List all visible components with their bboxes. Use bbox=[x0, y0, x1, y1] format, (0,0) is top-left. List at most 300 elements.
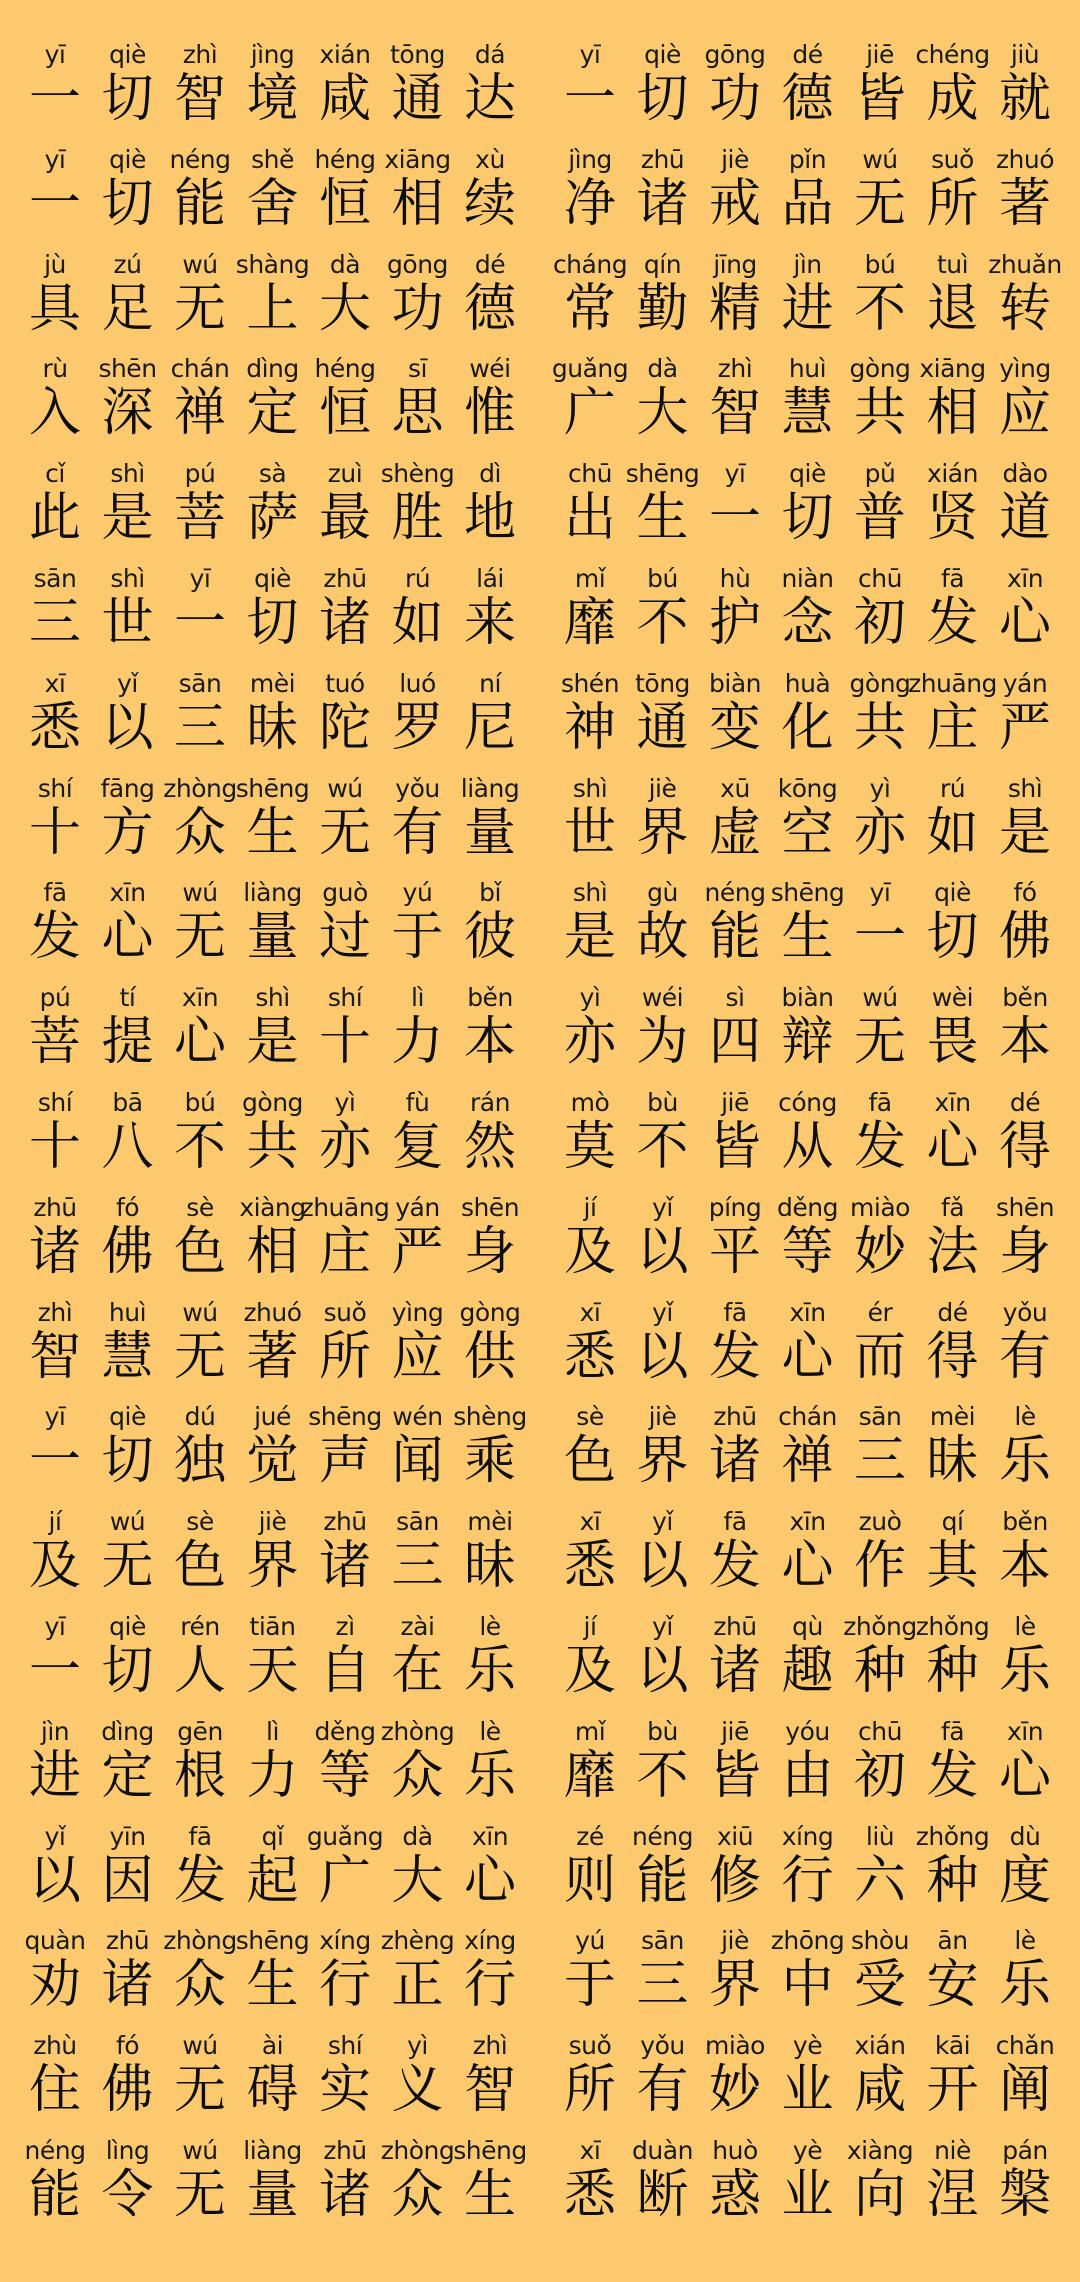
hanzi-text: 禅 bbox=[173, 383, 226, 444]
pinyin-text: chéng bbox=[915, 40, 990, 69]
hanzi-text: 以 bbox=[28, 1850, 81, 1911]
pinyin-text: miào bbox=[705, 2031, 765, 2061]
character-cell bbox=[555, 1612, 625, 1717]
hanzi-text: 智 bbox=[463, 2060, 516, 2121]
pinyin-text: yú bbox=[575, 1926, 605, 1956]
pinyin-text: zhuó bbox=[243, 1297, 302, 1327]
character-cell bbox=[845, 564, 915, 669]
left-column bbox=[20, 40, 525, 2282]
character-cell bbox=[238, 1193, 308, 1298]
character-cell bbox=[238, 354, 308, 459]
hanzi-text: 心 bbox=[998, 1745, 1051, 1806]
hanzi-text: 萨 bbox=[246, 488, 299, 549]
hanzi-text: 变 bbox=[708, 697, 761, 758]
pinyin-text: zuò bbox=[858, 1507, 902, 1537]
pinyin-text: xīn bbox=[789, 1297, 826, 1327]
character-cell bbox=[700, 564, 770, 669]
character-cell bbox=[845, 1088, 915, 1193]
character-cell bbox=[93, 1717, 163, 1822]
hanzi-text: 以 bbox=[101, 697, 154, 758]
pinyin-text: wú bbox=[862, 983, 898, 1013]
pinyin-text: chán bbox=[778, 1402, 837, 1432]
character-cell bbox=[383, 983, 453, 1088]
character-cell bbox=[915, 1611, 990, 1717]
pinyin-text: guǎng bbox=[306, 1821, 384, 1851]
pinyin-text: héng bbox=[314, 354, 376, 384]
character-cell bbox=[700, 1926, 770, 2031]
hanzi-text: 共 bbox=[246, 1116, 299, 1177]
pinyin-text: xīn bbox=[934, 1087, 971, 1117]
hanzi-text: 诸 bbox=[318, 592, 371, 653]
character-cell bbox=[700, 878, 770, 983]
character-cell bbox=[306, 1821, 384, 1927]
character-cell bbox=[845, 459, 915, 564]
hanzi-text: 功 bbox=[708, 69, 761, 129]
character-cell bbox=[628, 774, 698, 879]
hanzi-text: 作 bbox=[853, 1536, 906, 1597]
character-cell bbox=[238, 878, 308, 983]
character-cell bbox=[165, 983, 235, 1088]
character-cell bbox=[918, 983, 988, 1088]
hanzi-text: 就 bbox=[998, 69, 1051, 129]
pinyin-text: wú bbox=[327, 773, 363, 803]
character-cell bbox=[555, 459, 625, 564]
character-cell bbox=[93, 669, 163, 774]
hanzi-text: 三 bbox=[173, 697, 226, 758]
verse-line bbox=[555, 1822, 1060, 1927]
pinyin-text: yǒu bbox=[395, 773, 440, 803]
pinyin-text: guò bbox=[322, 878, 368, 908]
hanzi-text: 众 bbox=[391, 1745, 444, 1806]
verse-line bbox=[555, 1402, 1060, 1507]
pinyin-text: fā bbox=[43, 878, 67, 908]
verse-line bbox=[555, 564, 1060, 669]
character-cell bbox=[165, 1612, 235, 1717]
pinyin-text: yú bbox=[402, 878, 433, 908]
hanzi-text: 业 bbox=[781, 2164, 834, 2225]
character-cell bbox=[165, 2136, 235, 2241]
pinyin-text: gòng bbox=[242, 1087, 303, 1117]
pinyin-text: jiè bbox=[648, 1402, 677, 1432]
hanzi-text: 发 bbox=[926, 592, 979, 653]
pinyin-text: yǐ bbox=[44, 1821, 66, 1851]
character-cell bbox=[165, 1298, 235, 1403]
character-cell bbox=[20, 1298, 90, 1403]
pinyin-text: jiè bbox=[648, 773, 677, 803]
hanzi-text: 足 bbox=[101, 278, 154, 339]
character-cell bbox=[773, 1298, 843, 1403]
character-cell bbox=[455, 1193, 525, 1298]
hanzi-text: 广 bbox=[563, 383, 616, 444]
pinyin-text: dìng bbox=[246, 354, 299, 384]
hanzi-text: 如 bbox=[391, 592, 444, 653]
hanzi-text: 无 bbox=[853, 1012, 906, 1073]
character-cell bbox=[845, 2136, 915, 2241]
character-cell bbox=[310, 1402, 380, 1507]
character-cell bbox=[918, 1088, 988, 1193]
verse-line bbox=[555, 1298, 1060, 1403]
verse-line bbox=[20, 669, 525, 774]
hanzi-text: 大 bbox=[391, 1850, 444, 1911]
character-cell bbox=[93, 40, 163, 145]
pinyin-text: qù bbox=[792, 1611, 823, 1641]
verse-line bbox=[555, 1926, 1060, 2031]
character-cell bbox=[310, 774, 380, 879]
hanzi-text: 妙 bbox=[708, 2060, 761, 2121]
pinyin-text: zhì bbox=[182, 40, 218, 69]
pinyin-text: zhū bbox=[713, 1402, 757, 1432]
pinyin-text: chǎn bbox=[995, 2031, 1055, 2061]
character-cell bbox=[918, 564, 988, 669]
character-cell bbox=[773, 459, 843, 564]
pinyin-text: yè bbox=[792, 2031, 823, 2061]
character-cell bbox=[773, 1088, 843, 1193]
character-cell bbox=[93, 1088, 163, 1193]
pinyin-text: qiè bbox=[109, 40, 146, 69]
character-cell bbox=[310, 40, 380, 145]
pinyin-text: zhòng bbox=[380, 2135, 455, 2165]
pinyin-text: lè bbox=[1014, 1611, 1036, 1641]
hanzi-text: 一 bbox=[28, 173, 81, 234]
pinyin-text: mǐ bbox=[574, 1716, 606, 1746]
hanzi-text: 相 bbox=[246, 1221, 299, 1282]
pinyin-text: sè bbox=[186, 1192, 214, 1222]
pinyin-text: rú bbox=[939, 773, 966, 803]
character-cell bbox=[455, 1926, 525, 2031]
hanzi-text: 六 bbox=[853, 1850, 906, 1911]
hanzi-text: 德 bbox=[781, 69, 834, 129]
hanzi-text: 乘 bbox=[463, 1431, 516, 1492]
character-cell bbox=[20, 459, 90, 564]
character-cell bbox=[165, 2031, 235, 2136]
pinyin-text: zhòng bbox=[163, 773, 237, 803]
pinyin-text: yǐ bbox=[652, 1297, 673, 1327]
character-cell bbox=[380, 1926, 455, 2031]
verse-line bbox=[20, 1193, 525, 1298]
hanzi-text: 深 bbox=[101, 383, 154, 444]
pinyin-text: tiān bbox=[249, 1611, 296, 1641]
character-cell bbox=[773, 250, 843, 355]
pinyin-text: zhū bbox=[713, 1611, 757, 1641]
character-cell bbox=[20, 774, 90, 879]
hanzi-text: 戒 bbox=[708, 173, 761, 234]
character-cell bbox=[455, 40, 525, 145]
pinyin-text: suǒ bbox=[931, 144, 974, 174]
character-cell bbox=[990, 1926, 1060, 2031]
hanzi-text: 量 bbox=[246, 907, 299, 968]
pinyin-text: yìng bbox=[391, 1297, 444, 1327]
pinyin-text: ní bbox=[479, 668, 501, 698]
hanzi-text: 进 bbox=[28, 1745, 81, 1806]
character-cell bbox=[918, 1926, 988, 2031]
character-cell bbox=[383, 669, 453, 774]
character-cell bbox=[455, 1088, 525, 1193]
hanzi-text: 发 bbox=[28, 907, 81, 968]
character-cell bbox=[310, 250, 380, 355]
character-cell bbox=[20, 1088, 90, 1193]
character-cell bbox=[165, 1822, 235, 1927]
character-cell bbox=[773, 1507, 843, 1612]
pinyin-text: yì bbox=[579, 983, 601, 1013]
hanzi-text: 发 bbox=[173, 1850, 226, 1911]
pinyin-text: liàng bbox=[243, 878, 302, 908]
character-cell bbox=[845, 1717, 915, 1822]
pinyin-text: ài bbox=[261, 2031, 284, 2061]
verse-line bbox=[555, 878, 1060, 983]
hanzi-text: 精 bbox=[708, 278, 761, 339]
pinyin-text: cóng bbox=[778, 1087, 837, 1117]
character-cell bbox=[773, 2031, 843, 2136]
hanzi-text: 无 bbox=[853, 173, 906, 234]
hanzi-text: 咸 bbox=[853, 2060, 906, 2121]
hanzi-text: 德 bbox=[463, 278, 516, 339]
hanzi-text: 量 bbox=[246, 2164, 299, 2225]
pinyin-text: dà bbox=[402, 1821, 433, 1851]
pinyin-text: dì bbox=[479, 459, 501, 489]
pinyin-text: zhòng bbox=[380, 1716, 455, 1746]
hanzi-text: 所 bbox=[926, 173, 979, 234]
pinyin-text: sān bbox=[178, 668, 222, 698]
pinyin-text: chū bbox=[858, 1716, 902, 1746]
character-cell bbox=[310, 564, 380, 669]
verse-line bbox=[20, 2136, 525, 2241]
character-cell bbox=[310, 2136, 380, 2241]
character-cell bbox=[845, 1193, 915, 1298]
hanzi-text: 及 bbox=[28, 1536, 81, 1597]
pinyin-text: xīn bbox=[109, 878, 146, 908]
character-cell bbox=[552, 249, 628, 355]
hanzi-text: 具 bbox=[28, 278, 81, 339]
pinyin-text: yè bbox=[792, 2135, 823, 2165]
hanzi-text: 初 bbox=[853, 592, 906, 653]
character-cell bbox=[238, 1298, 308, 1403]
hanzi-text: 亦 bbox=[853, 802, 906, 863]
character-cell bbox=[93, 1926, 163, 2031]
character-cell bbox=[628, 1298, 698, 1403]
character-cell bbox=[310, 1612, 380, 1717]
character-cell bbox=[455, 145, 525, 250]
pinyin-text: xīn bbox=[789, 1507, 826, 1537]
character-cell bbox=[20, 669, 90, 774]
hanzi-text: 共 bbox=[853, 383, 906, 444]
character-cell bbox=[93, 145, 163, 250]
pinyin-text: liàng bbox=[460, 773, 520, 803]
pinyin-text: fó bbox=[115, 2031, 140, 2061]
hanzi-text: 一 bbox=[563, 69, 616, 129]
pinyin-text: wèi bbox=[931, 983, 974, 1013]
character-cell bbox=[555, 40, 625, 145]
hanzi-text: 如 bbox=[926, 802, 979, 863]
hanzi-text: 四 bbox=[708, 1012, 761, 1073]
pinyin-text: gòng bbox=[849, 354, 911, 384]
pinyin-text: lì bbox=[411, 983, 424, 1013]
pinyin-text: wú bbox=[182, 878, 218, 908]
hanzi-text: 有 bbox=[998, 1326, 1051, 1387]
character-cell bbox=[93, 878, 163, 983]
hanzi-text: 界 bbox=[708, 1955, 761, 2016]
pinyin-text: jí bbox=[48, 1507, 62, 1537]
pinyin-text: dé bbox=[1009, 1087, 1041, 1117]
pinyin-text: děng bbox=[777, 1192, 838, 1222]
verse-line bbox=[555, 774, 1060, 879]
hanzi-text: 有 bbox=[636, 2060, 689, 2121]
character-cell bbox=[845, 1612, 915, 1717]
hanzi-text: 是 bbox=[998, 802, 1051, 863]
character-cell bbox=[845, 774, 915, 879]
character-cell bbox=[20, 1507, 90, 1612]
verse-line bbox=[555, 1717, 1060, 1822]
hanzi-text: 本 bbox=[998, 1536, 1051, 1597]
character-cell bbox=[165, 669, 235, 774]
pinyin-text: zhì bbox=[37, 1297, 73, 1327]
pinyin-text: fó bbox=[1013, 878, 1037, 908]
pinyin-text: zì bbox=[335, 1611, 355, 1641]
hanzi-text: 住 bbox=[28, 2060, 81, 2121]
pinyin-text: chū bbox=[568, 459, 612, 489]
character-cell bbox=[555, 1193, 625, 1298]
verse-line bbox=[555, 459, 1060, 564]
hanzi-text: 切 bbox=[101, 1431, 154, 1492]
hanzi-text: 界 bbox=[636, 1431, 689, 1492]
character-cell bbox=[455, 2031, 525, 2136]
character-cell bbox=[628, 1717, 698, 1822]
pinyin-text: guǎng bbox=[551, 354, 629, 384]
verse-line bbox=[551, 354, 1060, 459]
pinyin-text: qí bbox=[941, 1507, 964, 1537]
pinyin-text: běn bbox=[1002, 1507, 1048, 1537]
hanzi-text: 生 bbox=[781, 907, 834, 968]
hanzi-text: 乐 bbox=[463, 1745, 516, 1806]
character-cell bbox=[555, 1298, 625, 1403]
character-cell bbox=[93, 250, 163, 355]
hanzi-text: 禅 bbox=[781, 1431, 834, 1492]
character-cell bbox=[20, 40, 90, 145]
character-cell bbox=[238, 1088, 308, 1193]
hanzi-text: 心 bbox=[781, 1326, 834, 1387]
hanzi-text: 修 bbox=[708, 1850, 761, 1911]
hanzi-text: 则 bbox=[563, 1850, 616, 1911]
character-cell bbox=[628, 2031, 698, 2136]
character-cell bbox=[555, 1088, 625, 1193]
character-cell bbox=[990, 2136, 1060, 2241]
pinyin-text: qiè bbox=[644, 40, 681, 69]
verse-line bbox=[555, 1193, 1060, 1298]
character-cell bbox=[990, 1507, 1060, 1612]
hanzi-text: 能 bbox=[28, 2164, 81, 2225]
character-cell bbox=[628, 1822, 698, 1927]
pinyin-text: jiè bbox=[258, 1507, 287, 1537]
character-cell bbox=[165, 1507, 235, 1612]
pinyin-text: shí bbox=[37, 773, 73, 803]
character-cell bbox=[773, 774, 843, 879]
pinyin-text: miào bbox=[850, 1192, 910, 1222]
hanzi-text: 诸 bbox=[318, 1536, 371, 1597]
hanzi-text: 三 bbox=[853, 1431, 906, 1492]
character-cell bbox=[990, 354, 1060, 459]
character-cell bbox=[700, 1402, 770, 1507]
pinyin-text: yī bbox=[44, 40, 66, 69]
pinyin-text: sī bbox=[408, 354, 427, 384]
pinyin-text: bù bbox=[647, 1716, 678, 1746]
hanzi-text: 成 bbox=[926, 69, 979, 129]
hanzi-text: 无 bbox=[173, 278, 226, 339]
character-cell bbox=[455, 1717, 525, 1822]
hanzi-text: 八 bbox=[101, 1116, 154, 1177]
hanzi-text: 色 bbox=[563, 1431, 616, 1492]
pinyin-text: niàn bbox=[781, 563, 834, 593]
pinyin-text: lè bbox=[479, 1611, 501, 1641]
character-cell bbox=[310, 983, 380, 1088]
character-cell bbox=[555, 1507, 625, 1612]
pinyin-text: quàn bbox=[24, 1926, 86, 1956]
pinyin-text: zuì bbox=[327, 459, 363, 489]
pinyin-text: jìn bbox=[40, 1716, 70, 1746]
hanzi-text: 根 bbox=[173, 1745, 226, 1806]
pinyin-text: jīng bbox=[713, 249, 757, 279]
hanzi-text: 惑 bbox=[708, 2164, 761, 2225]
verse-line bbox=[20, 1612, 525, 1717]
pinyin-text: jiè bbox=[721, 1926, 749, 1956]
character-cell bbox=[93, 774, 163, 879]
hanzi-text: 三 bbox=[391, 1536, 444, 1597]
pinyin-text: fā bbox=[940, 563, 965, 593]
hanzi-text: 无 bbox=[173, 2060, 226, 2121]
pinyin-text: bú bbox=[647, 563, 678, 593]
hanzi-text: 莫 bbox=[563, 1116, 616, 1177]
hanzi-text: 入 bbox=[28, 383, 81, 444]
hanzi-text: 得 bbox=[998, 1116, 1051, 1177]
hanzi-text: 以 bbox=[636, 1221, 689, 1282]
character-cell bbox=[555, 1402, 625, 1507]
pinyin-text: jí bbox=[583, 1611, 597, 1641]
hanzi-text: 乐 bbox=[998, 1431, 1051, 1492]
hanzi-text: 恒 bbox=[318, 383, 371, 444]
character-cell bbox=[628, 564, 698, 669]
pinyin-text: gù bbox=[647, 878, 678, 908]
pinyin-text: xīn bbox=[1006, 1716, 1044, 1746]
pinyin-text: jiē bbox=[721, 1716, 749, 1746]
character-cell bbox=[310, 1507, 380, 1612]
pinyin-text: bǐ bbox=[479, 878, 501, 908]
character-cell bbox=[238, 1507, 308, 1612]
pinyin-text: yì bbox=[334, 1087, 356, 1117]
hanzi-text: 尼 bbox=[463, 697, 516, 758]
character-cell bbox=[773, 564, 843, 669]
character-cell bbox=[918, 1193, 988, 1298]
hanzi-text: 度 bbox=[998, 1850, 1051, 1911]
pinyin-text: duàn bbox=[632, 2135, 693, 2165]
hanzi-text: 护 bbox=[708, 592, 761, 653]
hanzi-text: 行 bbox=[781, 1850, 834, 1911]
pinyin-text: wú bbox=[182, 2135, 218, 2165]
hanzi-text: 心 bbox=[926, 1116, 979, 1177]
character-cell bbox=[773, 145, 843, 250]
pinyin-text: qǐ bbox=[261, 1821, 284, 1851]
character-cell bbox=[555, 145, 625, 250]
pinyin-text: zhū bbox=[33, 1192, 77, 1222]
character-cell bbox=[845, 878, 915, 983]
hanzi-text: 神 bbox=[563, 697, 616, 758]
pinyin-text: huì bbox=[108, 1297, 147, 1327]
character-cell bbox=[915, 1821, 990, 1927]
hanzi-text: 然 bbox=[463, 1116, 516, 1177]
character-cell bbox=[773, 40, 843, 145]
hanzi-text: 切 bbox=[781, 488, 834, 549]
hanzi-text: 而 bbox=[853, 1326, 906, 1387]
hanzi-text: 行 bbox=[463, 1955, 516, 2016]
pinyin-text: rén bbox=[180, 1611, 220, 1641]
hanzi-text: 发 bbox=[708, 1326, 761, 1387]
